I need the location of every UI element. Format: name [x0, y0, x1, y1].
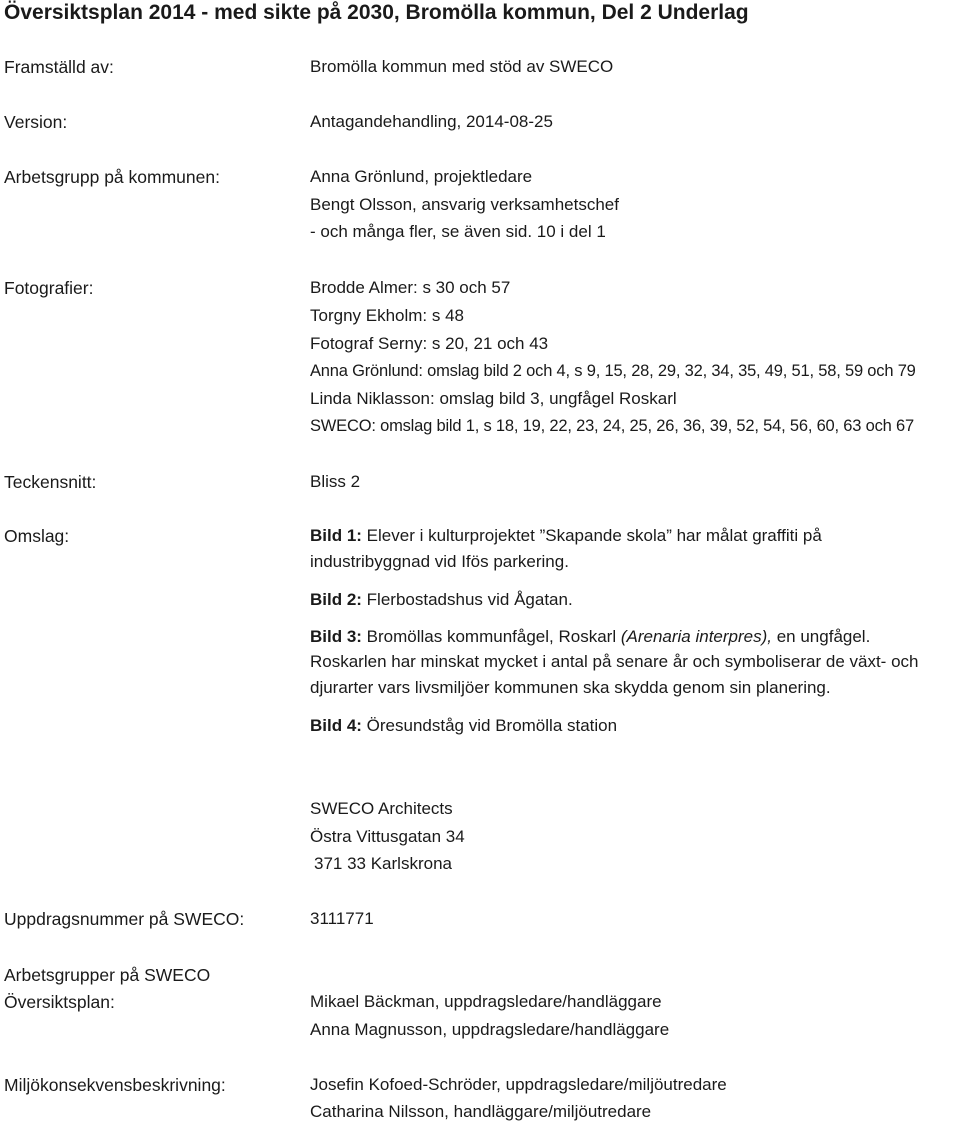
framstalld-value: Bromölla kommun med stöd av SWECO — [310, 57, 614, 76]
bild3-latin-name: (Arenaria interpres), — [620, 627, 772, 646]
mkb-line-2: Catharina Nilsson, handläggare/miljöutredare — [310, 1102, 652, 1121]
bild2-text: Flerbostadshus vid Ågatan. — [361, 590, 573, 609]
version-label: Version: — [4, 112, 68, 132]
address-line-3: 371 33 Karlskrona — [314, 854, 452, 873]
bild3-line-3: djurarter vars livsmiljöer kommunen ska skydda genom sin planering. — [310, 678, 831, 697]
version-value: Antagandehandling, 2014-08-25 — [310, 112, 553, 131]
uppdragsnummer-label: Uppdragsnummer på SWECO: — [4, 909, 245, 929]
bild4-heading: Bild 4: — [310, 716, 362, 735]
fotografier-line-4: Anna Grönlund: omslag bild 2 och 4, s 9, 15, 28, 29, 32, 34, 35, 49, 51, 58, 59 och 79 — [310, 362, 916, 380]
arbetsgrupp-line-3: - och många fler, se även sid. 10 i del 1 — [310, 222, 606, 241]
oversiktsplan-label: Översiktsplan: — [4, 992, 115, 1012]
teckensnitt-value: Bliss 2 — [310, 472, 361, 491]
bild2-heading: Bild 2: — [310, 590, 362, 609]
mkb-label: Miljökonsekvensbeskrivning: — [4, 1075, 226, 1095]
bild4-text: Öresundståg vid Bromölla station — [361, 716, 618, 735]
bild3-line-1 — [310, 627, 870, 647]
framstalld-label: Framställd av: — [4, 57, 114, 77]
bild3-heading: Bild 3: — [310, 627, 362, 646]
bild3-line-2: Roskarlen har minskat mycket i antal på senare år och symboliserar de växt- och — [310, 652, 919, 671]
bild3-text-b: en ungfågel. — [772, 627, 871, 646]
fotografier-line-5: Linda Niklasson: omslag bild 3, ungfågel Roskarl — [310, 389, 677, 408]
oversiktsplan-line-2: Anna Magnusson, uppdragsledare/handläggare — [310, 1020, 670, 1039]
fotografier-line-3: Fotograf Serny: s 20, 21 och 43 — [310, 334, 549, 353]
address-line-2: Östra Vittusgatan 34 — [310, 827, 465, 846]
bild2-line — [310, 590, 573, 610]
bild3-text-a: Bromöllas kommunfågel, Roskarl — [361, 627, 621, 646]
fotografier-line-1: Brodde Almer: s 30 och 57 — [310, 278, 511, 297]
uppdragsnummer-value: 3111771 — [310, 909, 374, 928]
arbetsgrupper-sweco-label: Arbetsgrupper på SWECO — [4, 965, 211, 985]
omslag-label: Omslag: — [4, 526, 70, 546]
teckensnitt-label: Teckensnitt: — [4, 472, 97, 492]
bild1-line-2: industribyggnad vid Ifös parkering. — [310, 552, 569, 571]
arbetsgrupp-label: Arbetsgrupp på kommunen: — [4, 167, 220, 187]
bild1-line-1 — [310, 526, 822, 546]
mkb-line-1: Josefin Kofoed-Schröder, uppdragsledare/miljöutredare — [310, 1075, 727, 1094]
oversiktsplan-line-1: Mikael Bäckman, uppdragsledare/handläggare — [310, 992, 662, 1011]
fotografier-label: Fotografier: — [4, 278, 94, 298]
arbetsgrupp-line-1: Anna Grönlund, projektledare — [310, 167, 533, 186]
arbetsgrupp-line-2: Bengt Olsson, ansvarig verksamhetschef — [310, 195, 619, 214]
bild1-text: Elever i kulturprojektet ”Skapande skola” har målat graffiti på — [361, 526, 822, 545]
bild1-heading: Bild 1: — [310, 526, 362, 545]
bild4-line — [310, 716, 617, 736]
page-title: Översiktsplan 2014 - med sikte på 2030, Bromölla kommun, Del 2 Underlag — [4, 1, 749, 24]
fotografier-line-6: SWECO: omslag bild 1, s 18, 19, 22, 23, 24, 25, 26, 36, 39, 52, 54, 56, 60, 63 och 67 — [310, 417, 914, 435]
address-line-1: SWECO Architects — [310, 799, 453, 818]
fotografier-line-2: Torgny Ekholm: s 48 — [310, 306, 465, 325]
